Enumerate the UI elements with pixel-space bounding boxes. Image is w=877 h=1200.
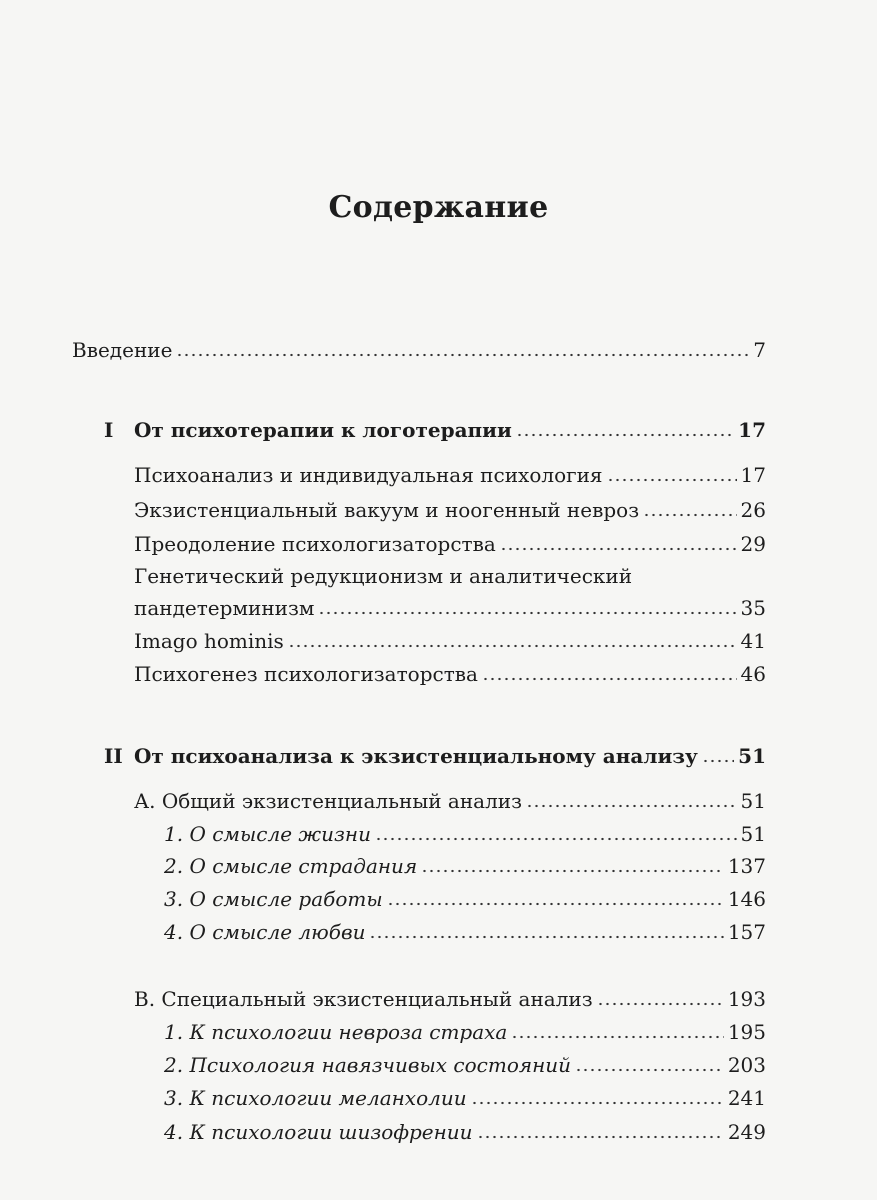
toc-entry-intro (72, 337, 766, 363)
leader-dots (597, 1002, 724, 1006)
leader-dots (500, 547, 737, 551)
entry-label: Экзистенциальный вакуум и ноогенный невроз (134, 498, 640, 522)
entry-page: 195 (727, 1020, 766, 1044)
leader-dots (643, 513, 736, 517)
toc-entry (134, 628, 766, 654)
entry-label: 4. К психологии шизофрении (164, 1120, 473, 1144)
toc-entry (164, 1019, 766, 1045)
entry-label: 2. Психология навязчивых состояний (164, 1053, 572, 1077)
entry-page: 17 (740, 463, 766, 487)
part-numeral: I (104, 418, 114, 442)
entry-label: А. Общий экзистенциальный анализ (134, 789, 523, 813)
toc-section-heading (134, 788, 766, 814)
toc-section-heading (134, 986, 766, 1012)
leader-dots (421, 869, 724, 873)
toc-entry (134, 661, 766, 687)
entry-label: 3. К психологии меланхолии (164, 1086, 467, 1110)
entry-page: 35 (740, 596, 766, 620)
entry-page: 146 (727, 887, 766, 911)
entry-page: 51 (740, 789, 766, 813)
leader-dots (471, 1101, 724, 1105)
entry-label: В. Специальный экзистенциальный анализ (134, 987, 593, 1011)
entry-label: 1. О смысле жизни (164, 822, 371, 846)
entry-page: 7 (753, 338, 766, 362)
entry-label: 4. О смысле любви (164, 920, 366, 944)
toc-part-heading (134, 743, 766, 769)
entry-label: Психогенез психологизаторства (134, 662, 478, 686)
entry-page: 249 (727, 1120, 766, 1144)
toc-entry (134, 462, 766, 488)
toc-entry-line1: Генетический редукционизм и аналитический (134, 564, 633, 588)
toc-entry (134, 497, 766, 523)
leader-dots (318, 611, 736, 615)
entry-label: пандетерминизм (134, 596, 315, 620)
entry-page: 241 (727, 1086, 766, 1110)
leader-dots (702, 759, 734, 763)
leader-dots (369, 935, 723, 939)
leader-dots (511, 1035, 723, 1039)
toc-entry (164, 853, 766, 879)
entry-page: 51 (740, 822, 766, 846)
leader-dots (176, 353, 749, 357)
entry-label: Преодоление психологизаторства (134, 532, 496, 556)
leader-dots (526, 804, 737, 808)
entry-page: 157 (727, 920, 766, 944)
entry-page: 137 (727, 854, 766, 878)
entry-page: 203 (727, 1053, 766, 1077)
entry-page: 26 (740, 498, 766, 522)
toc-entry (164, 1085, 766, 1111)
leader-dots (477, 1135, 724, 1139)
entry-label: 3. О смысле работы (164, 887, 383, 911)
entry-page: 193 (727, 987, 766, 1011)
leader-dots (387, 902, 724, 906)
entry-page: 29 (740, 532, 766, 556)
toc-entry (164, 1052, 766, 1078)
page-title: Содержание (328, 190, 549, 225)
entry-label: От психоанализа к экзистенциальному анализу (134, 744, 698, 768)
entry-page: 46 (740, 662, 766, 686)
leader-dots (575, 1068, 724, 1072)
entry-label: От психотерапии к логотерапии (134, 418, 512, 442)
toc-entry (164, 886, 766, 912)
entry-label: 1. К психологии невроза страха (164, 1020, 508, 1044)
toc-entry (164, 919, 766, 945)
part-numeral: II (104, 744, 123, 768)
leader-dots (482, 677, 737, 681)
toc-entry (134, 531, 766, 557)
entry-page: 17 (738, 418, 766, 442)
toc-entry (134, 595, 766, 621)
entry-page: 41 (740, 629, 766, 653)
entry-label: Введение (72, 338, 173, 362)
leader-dots (288, 644, 737, 648)
leader-dots (375, 837, 737, 841)
toc-entry (164, 821, 766, 847)
toc-entry (164, 1119, 766, 1145)
entry-label: 2. О смысле страдания (164, 854, 418, 878)
entry-page: 51 (738, 744, 766, 768)
leader-dots (607, 478, 737, 482)
toc-part-heading (134, 417, 766, 443)
leader-dots (516, 433, 734, 437)
entry-label: Психоанализ и индивидуальная психология (134, 463, 603, 487)
entry-label: Imago hominis (134, 629, 284, 653)
